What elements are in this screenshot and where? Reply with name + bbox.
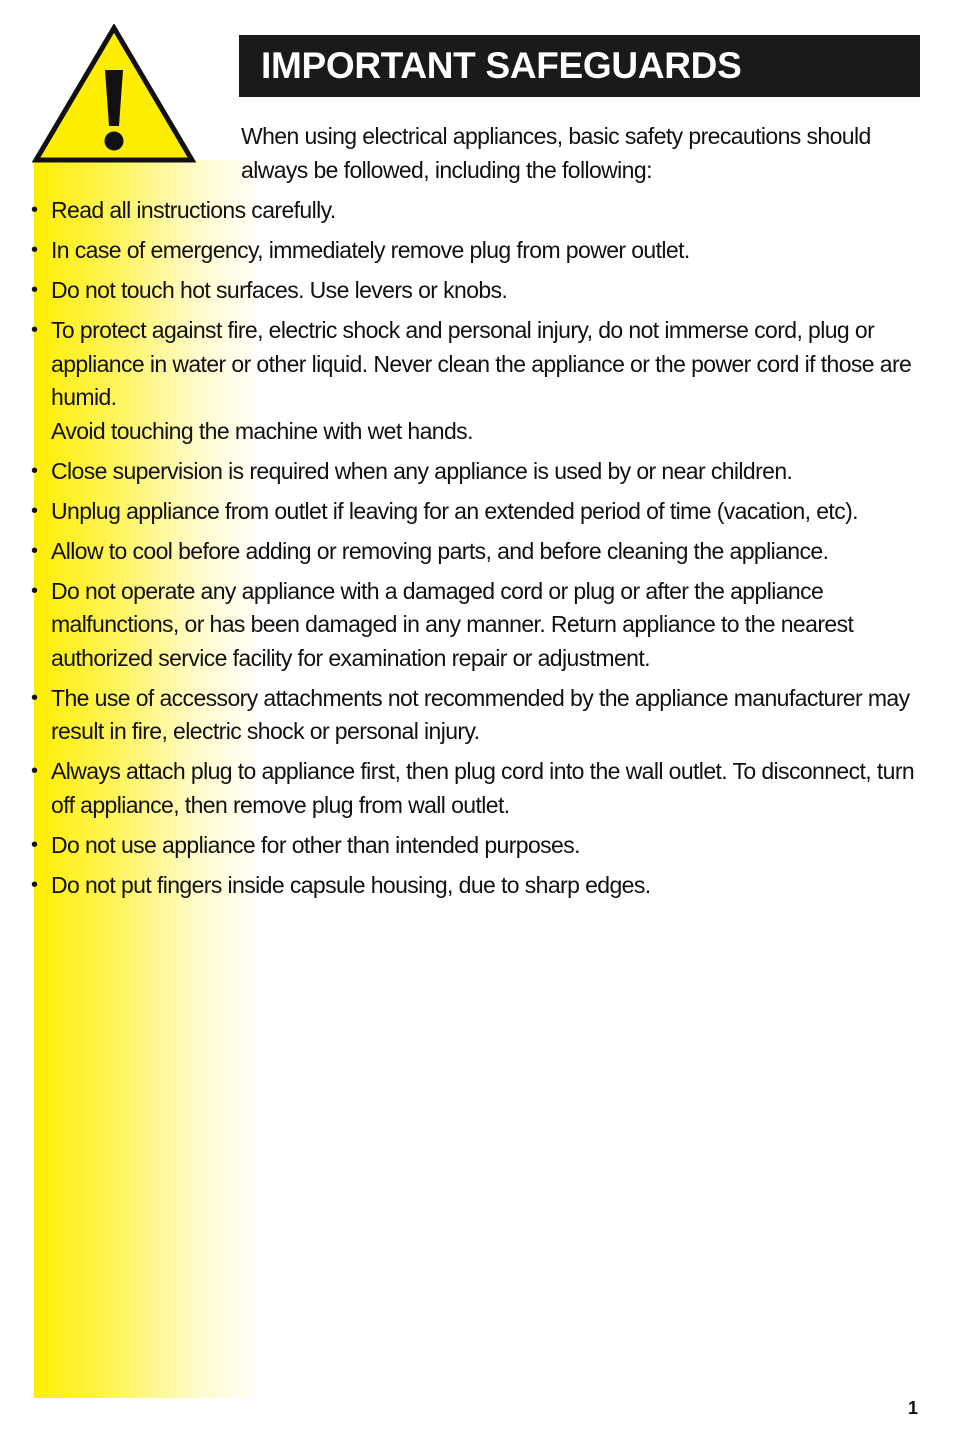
list-item [30, 194, 926, 228]
list-item [30, 682, 926, 749]
safeguard-list [30, 194, 926, 909]
title-bar [239, 35, 920, 97]
list-item [30, 575, 926, 676]
bullet: • [31, 239, 38, 261]
list-item-text: Always attach plug to appliance first, then plug cord into the wall outlet. To disconnect, turn off appliance, then remove plug from wall outlet. [51, 758, 915, 818]
list-item [30, 314, 926, 448]
list-item [30, 234, 926, 268]
bullet: • [31, 459, 38, 482]
bullet: • [31, 319, 38, 341]
list-item [30, 869, 926, 903]
bullet: • [31, 833, 38, 856]
exclamation-triangle-icon [32, 24, 196, 164]
bullet: • [31, 686, 38, 709]
page-title: IMPORTANT SAFEGUARDS [261, 45, 742, 86]
page-number: 1 [907, 1398, 918, 1418]
bullet: • [31, 279, 38, 301]
list-item [30, 495, 926, 529]
bullet: • [31, 760, 38, 782]
list-item-text: To protect against fire, electric shock and personal injury, do not immerse cord, plug or appliance in water or other liquid. Never clean the appliance or the power cord if those are humid. Avoid touching the machine with wet hands. [51, 317, 912, 444]
list-item [30, 829, 926, 863]
list-item-text: Unplug appliance from outlet if leaving for an extended period of time (vacation, etc). [51, 497, 858, 524]
list-item-text: Do not touch hot surfaces. Use levers or knobs. [51, 277, 508, 303]
list-item [30, 535, 926, 569]
bullet: • [31, 539, 38, 562]
list-item-text: Read all instructions carefully. [51, 197, 336, 223]
list-item-text: The use of accessory attachments not recommended by the appliance manufacturer may result in fire, electric shock or personal injury. [51, 684, 910, 744]
list-item-text: Allow to cool before adding or removing parts, and before cleaning the appliance. [51, 537, 829, 564]
bullet: • [31, 579, 38, 602]
list-item [30, 755, 926, 822]
list-item [30, 455, 926, 489]
bullet: • [31, 499, 38, 522]
list-item-text: Do not use appliance for other than intended purposes. [51, 831, 580, 858]
bullet: • [31, 199, 38, 221]
list-item-text: Do not put fingers inside capsule housing, due to sharp edges. [51, 871, 651, 898]
list-item-text: Do not operate any appliance with a damaged cord or plug or after the appliance malfunctions, or has been damaged in any manner. Return appliance to the nearest authorized service facility for examination repair or adjustment. [51, 577, 854, 671]
list-item [30, 274, 926, 308]
intro-paragraph: When using electrical appliances, basic safety precautions should always be followed, including the following: [241, 123, 871, 183]
list-item-text: In case of emergency, immediately remove plug from power outlet. [51, 237, 690, 263]
list-item-text: Close supervision is required when any appliance is used by or near children. [51, 457, 793, 484]
bullet: • [31, 873, 38, 896]
